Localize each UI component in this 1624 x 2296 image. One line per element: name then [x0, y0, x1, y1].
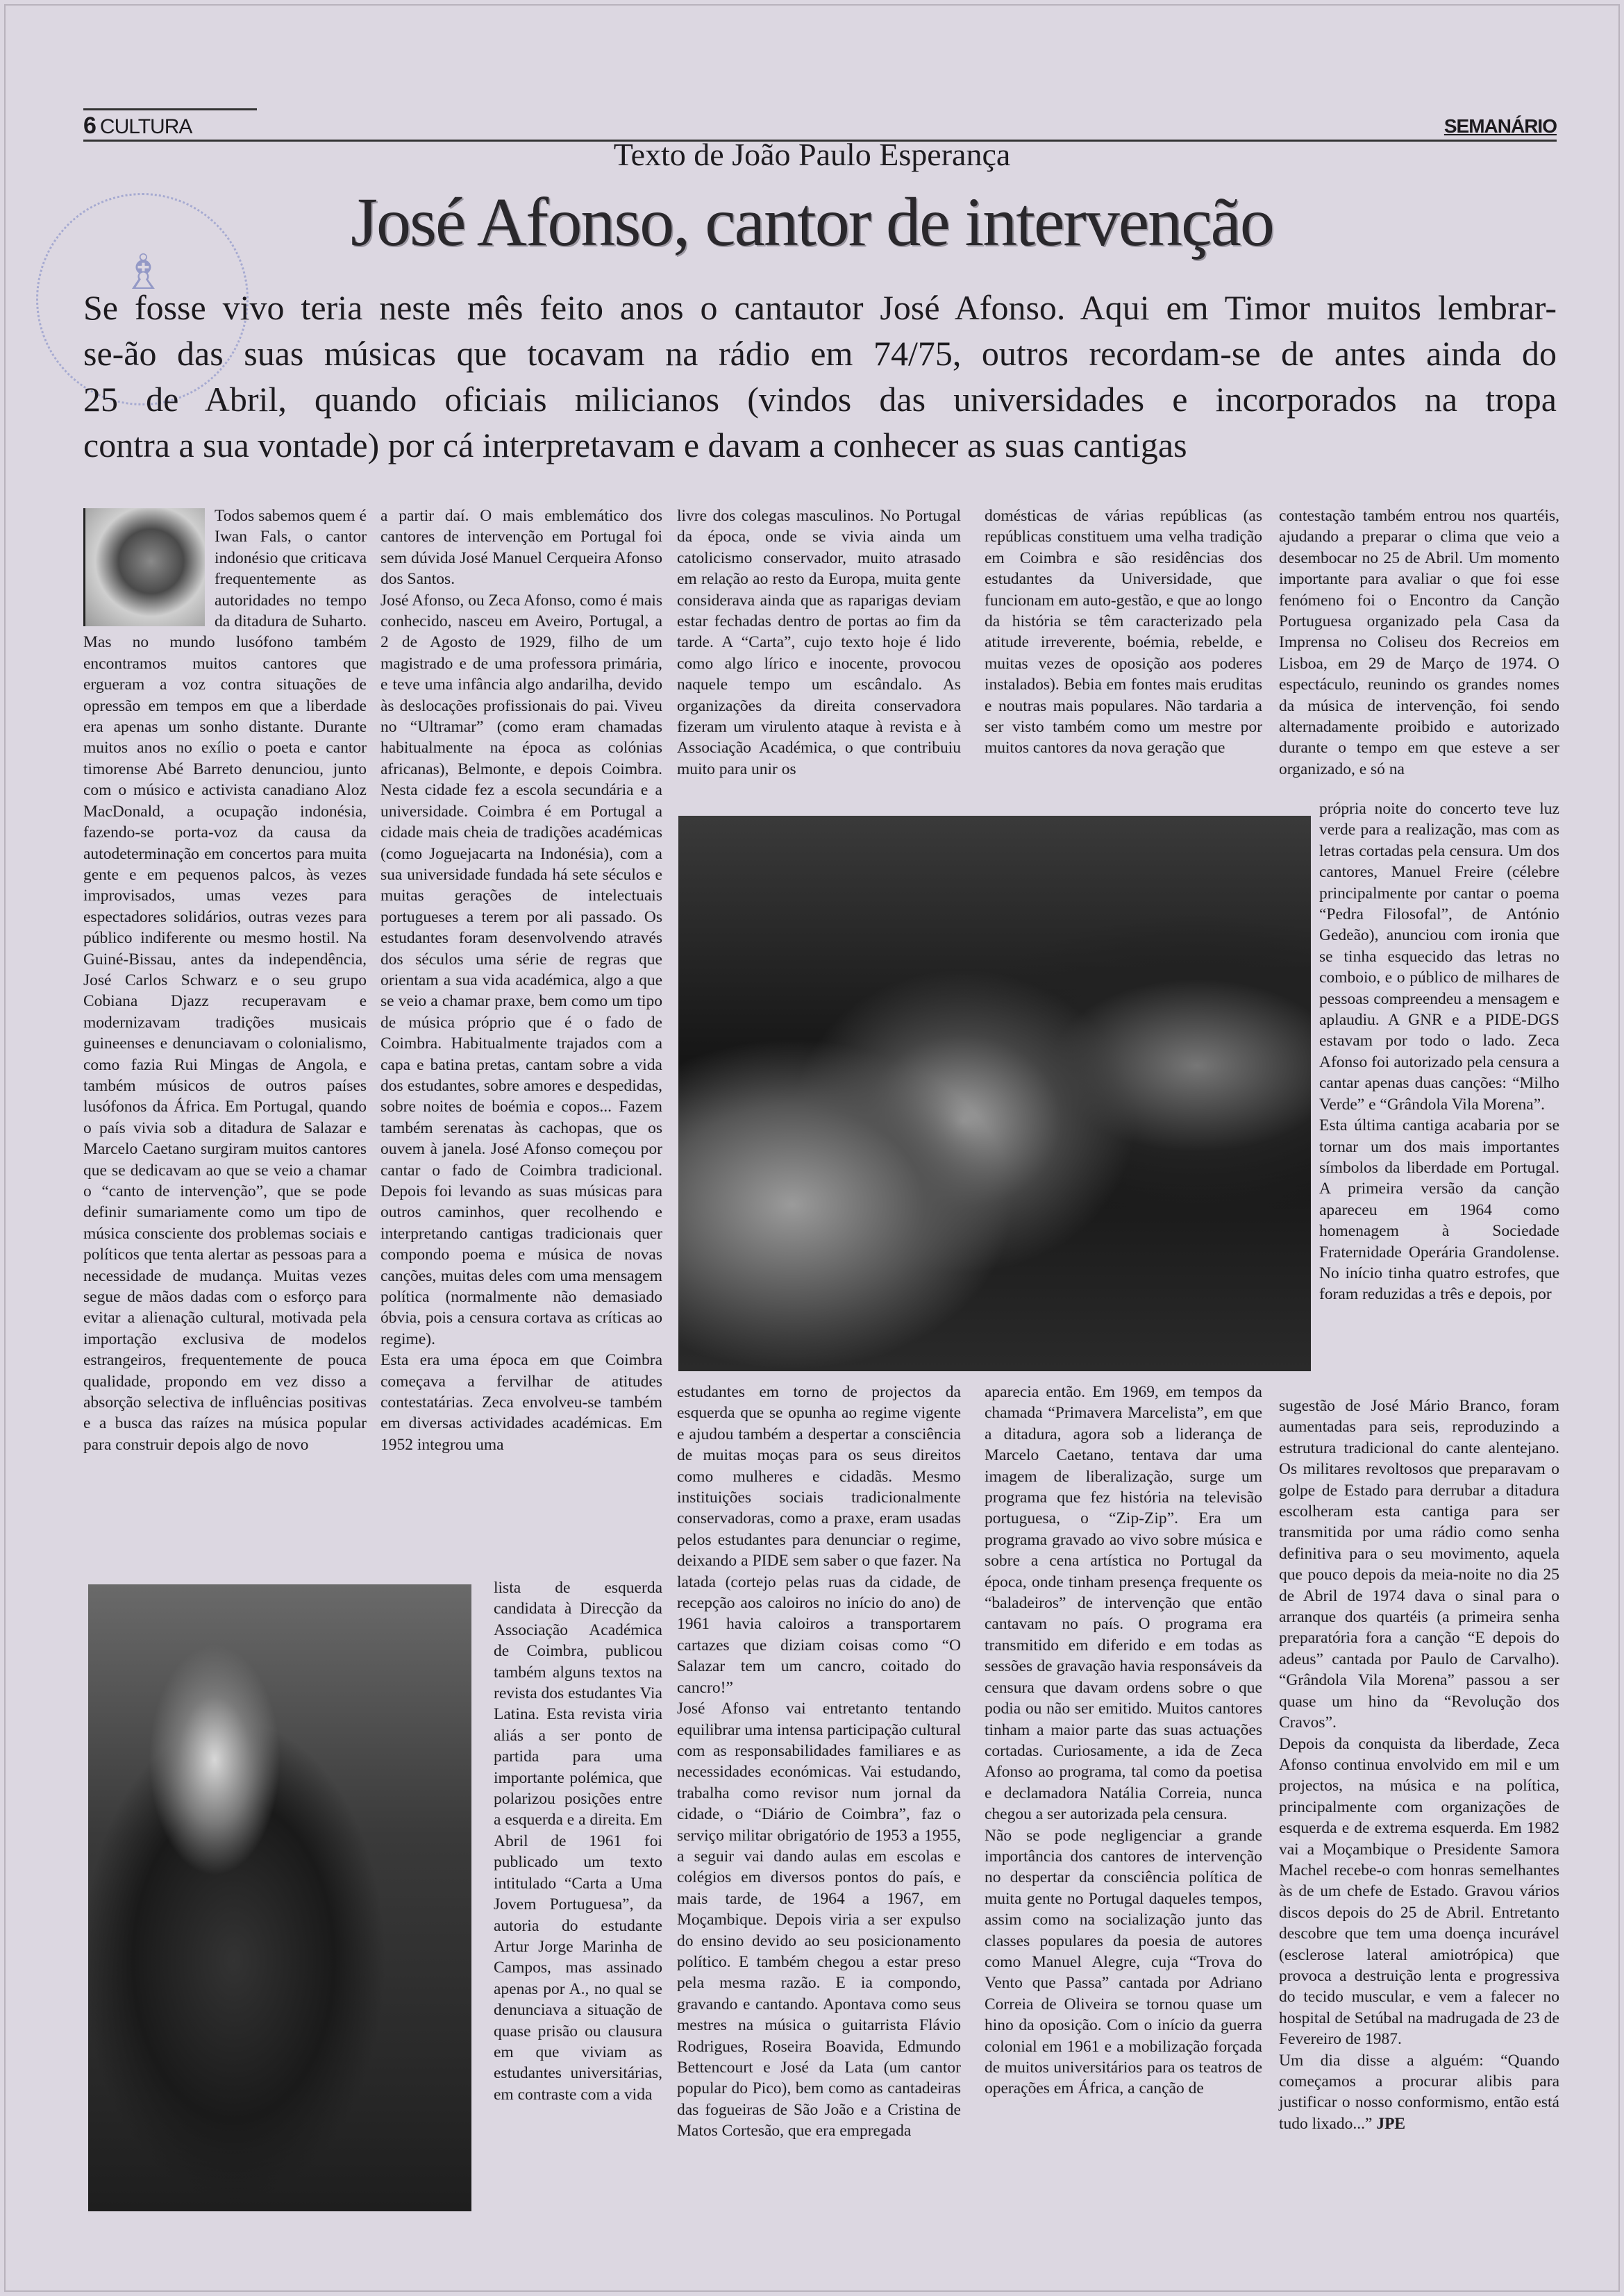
paragraph: Esta última cantiga acabaria por se tornar um dos mais importantes símbolos da liberdade em Portugal. A primeira versão da canção apareceu em 1964 como homenagem à Sociedade Fraternidade Operária Grandolense. No início tinha quatro estrofes, que foram reduzidas a três e depois, por	[1319, 1116, 1559, 1304]
paragraph: própria noite do concerto teve luz verde para a realização, mas com as letras cortadas pela censura. Um dos cantores, Manuel Freire (célebre principalmente por cantar o poema “Pedra Filosofal”, de António Gedeão), anunciou com ironia que se tinha esquecido das letras no comboio, e o público de milhares de pessoas compreendeu a mensagem e aplaudiu. A GNR e a PIDE-DGS estavam por todo o lado. Zeca Afonso foi autorizado pela censura a cantar apenas duas canções: “Milho Verde” e “Grândola Vila Morena”.	[1319, 800, 1559, 1114]
column-2-top	[380, 505, 662, 1455]
paragraph: contestação também entrou nos quartéis, ajudando a preparar o clima que veio a desembocar no 25 de Abril. Um momento importante para avaliar o que foi esse fenómeno foi o Encontro da Canção Portuguesa organizado pela Casa da Imprensa no Coliseu dos Recreios em Lisboa, em 29 de Março de 1974. O espectáculo, reunindo os grandes nomes da música de intervenção, foi sendo alternadamente proibido e autorizado durante o tempo em que esteve a ser organizado, e só na	[1279, 507, 1559, 778]
paragraph: Esta era uma época em que Coimbra começava a fervilhar de atitudes contestatárias. Zeca envolveu-se também em diversas actividades académicas. Em 1952 integrou uma	[380, 1351, 662, 1454]
section-name: CULTURA	[99, 115, 192, 138]
lead-line: contra a sua vontade) por cá interpretavam e davam a conhecer as suas cantigas	[83, 426, 1187, 464]
column-2-bottom	[494, 1577, 662, 2105]
paragraph: domésticas de várias repúblicas (as repúblicas constituem uma velha tradição em Coimbra e são residências dos estudantes da Universidade, que funcionam em auto-gestão, e que ao longo da história se têm caracterizado pela atitude irreverente, boémia, rebelde, e muitas vezes de oposição aos poderes instalados). Bebia em fontes mais eruditas e noutras mais populares. Não tardaria a ser visto também como um mestre por muitos cantores da nova geração que	[985, 507, 1262, 757]
photo-jose-afonso-portrait	[88, 1584, 471, 2211]
article-lead	[83, 285, 1557, 468]
byline: Texto de João Paulo Esperança	[613, 137, 1011, 172]
paragraph: aparecia então. Em 1969, em tempos da chamada “Primavera Marcelista”, em que a ditadura, agora sob a liderança de Marcelo Caetano, tentava dar uma imagem de liberalização, surge um programa que fez história na televisão portuguesa, o “Zip-Zip”. Era um programa gravado ao vivo sobre música e sobre a cena artística no Portugal da época, onde tinham presença frequente os “baladeiros” de intervenção que então cantavam no país. O programa era transmitido em diferido e em todas as sessões de gravação havia responsáveis da censura que davam ordens sobre o que podia ou não ser emitido. Muitos cantores tinham a maior parte das suas actuações cortadas. Curiosamente, a ida de Zeca Afonso ao programa, tal como da poetisa e declamadora Natália Correia, nunca chegou a ser autorizada pela censura.	[985, 1383, 1262, 1824]
paragraph: lista de esquerda candidata à Direcção da Associação Académica de Coimbra, publicou também alguns textos na revista dos estudantes Via Latina. Esta revista viria aliás a ser ponto de partida para uma importante polémica, que polarizou posições entre a esquerda e a direita. Em Abril de 1961 foi publicado um texto intitulado “Carta a Uma Jovem Portuguesa”, da autoria do estudante Artur Jorge Marinha de Campos, mas assinado apenas por A., no qual se denunciava a situação de quase prisão ou clausura em que viviam as estudantes universitárias, em contraste com a vida	[494, 1579, 662, 2104]
column-5-bottom	[1279, 1396, 1559, 2134]
paragraph: José Afonso vai entretanto tentando equilibrar uma intensa participação cultural com as responsabilidades familiares e as necessidades económicas. Vai estudando, trabalha como revisor num jornal da cidade, o “Diário de Coimbra”, faz o serviço militar obrigatório de 1953 a 1955, a seguir vai dando aulas em escolas e colégios em diversos pontos do país, e mais tarde, de 1964 a 1967, em Moçambique. Depois viria a ser expulso do ensino devido ao seu posicionamento político. E também chegou a estar preso pela mesma razão. E ia compondo, gravando e cantando. Apontava como seus mestres na música o guitarrista Flávio Rodrigues, Roseira Boavida, Edmundo Bettencourt e José da Lata (um cantor popular do Pico), bem como as cantadeiras das fogueiras de São João e a Cristina de Matos Cortesão, que era empregada	[677, 1700, 961, 2140]
photo-concert-guitarists	[678, 816, 1311, 1371]
column-5-top	[1279, 505, 1559, 780]
page-number: 6	[83, 112, 96, 139]
paragraph: Não se pode negligenciar a grande importância dos cantores de intervenção no despertar da consciência política de muita gente no Portugal daqueles tempos, assim como na socialização junto das classes populares da poesia de autores como Manuel Alegre, cuja “Trova do Vento que Passa” cantada por Adriano Correia de Oliveira se tornou quase um hino da oposição. Com o início da guerra colonial em 1961 e a mobilização forçada de muitos universitários para os teatros de operações em África, a canção de	[985, 1826, 1262, 2098]
paragraph: a partir daí. O mais emblemático dos cantores de intervenção em Portugal foi sem dúvida José Manuel Cerqueira Afonso dos Santos.	[380, 507, 662, 589]
column-3-top	[677, 505, 961, 780]
paragraph: José Afonso, ou Zeca Afonso, como é mais conhecido, nasceu em Aveiro, Portugal, a 2 de Agosto de 1929, filho de um magistrado e de uma professora primária, e teve uma infância algo andarilha, devido às deslocações profissionais do pai. Viveu no “Ultramar” (como eram chamadas habitualmente na época as colónias africanas), Belmonte, e depois Coimbra. Nesta cidade fez a escola secundária e a universidade. Coimbra é em Portugal a cidade mais cheia de tradições académicas (como Joguejacarta na Indonésia), com a sua universidade fundada há sete séculos e muitas gerações de intelectuais portugueses a terem por ali passado. Os estudantes foram desenvolvendo através dos séculos uma série de regras que orientam a sua vida académica, algo a que se veio a chamar praxe, bem como um tipo de música próprio que é o fado de Coimbra. Habitualmente trajados com a capa e batina pretas, cantam sobre a vida dos estudantes, sobre amores e despedidas, sobre noites de boémia e copos... Fazem também serenatas às cachopas, que os ouvem à janela. José Afonso começou por cantar o fado de Coimbra tradicional. Depois foi levando as suas músicas para outros caminhos, quer recolhendo e interpretando cantigas tradicionais quer compondo poema e música de novas canções, muitas deles com uma mensagem política (normalmente não demasiado óbvia, pois a censura cortava as críticas ao regime).	[380, 591, 662, 1348]
lead-line: Se fosse vivo teria neste mês feito anos o cantautor José Afonso. Aqui em Timor muitos lembrar-	[83, 288, 1557, 327]
paragraph: Todos sabemos quem é Iwan Fals, o cantor indonésio que criticava frequentemente as autoridades no tempo da ditadura de Suharto. Mas no mundo lusófono também encontramos muitos cantores que ergueram a voz contra situações de opressão em tempos em que a liberdade era apenas um sonho distante. Durante muitos anos no exílio o poeta e cantor timorense Abé Barreto denunciou, junto com o músico e activista canadiano Aloz MacDonald, a ocupação indonésia, fazendo-se porta-voz da causa da autodeterminação em concertos para muita gente e em pequenos palcos, às vezes improvisados, umas vezes para espectadores solidários, outras vezes para público indiferente ou mesmo hostil. Na Guiné-Bissau, antes da independência, José Carlos Schwarz e o seu grupo Cobiana Djazz recuperavam e modernizavam tradições musicais guineenses e denunciavam o colonialismo, como fazia Rui Mingas de Angola, e também músicos de outros países lusófonos da África. Em Portugal, quando o país vivia sob a ditadura de Salazar e Marcelo Caetano surgiram muitos cantores que se dedicavam ao que se veio a chamar o “canto de intervenção”, que se pode definir sumariamente como um tipo de música consciente dos problemas sociais e políticos que tenta alertar as pessoas para a necessidade de mudança. Muitas vezes segue de mãos dadas com o esforço para evitar a alienação cultural, motivada pela importação exclusiva de modelos estrangeiros, frequentemente de pouca qualidade, propondo em vez disso a absorção selectiva de influências positivas e a busca das raízes na música popular para construir depois algo de novo	[83, 507, 367, 1454]
article-title: José Afonso, cantor de intervenção	[351, 183, 1273, 260]
lead-line: 25 de Abril, quando oficiais milicianos (vindos das universidades e incorporados na tropa	[83, 380, 1557, 419]
paragraph: estudantes em torno de projectos da esquerda que se opunha ao regime vigente e ajudou também a despertar a consciência de muitas moças para os seus direitos como mulheres e cidadãs. Mesmo instituições sociais tradicionalmente conservadoras, como a praxe, eram usadas pelos estudantes para denunciar o regime, deixando a PIDE sem saber o que fazer. Na latada (cortejo pelas ruas da cidade, de recepção aos caloiros no início do ano) de 1961 havia caloiros a transportarem cartazes que diziam coisas como “O Salazar tem um cancro, coitado do cancro!”	[677, 1383, 961, 1697]
column-1	[83, 505, 367, 1455]
lead-line: se-ão das suas músicas que tocavam na rádio em 74/75, outros recordam-se de antes ainda do	[83, 334, 1557, 373]
column-4-bottom	[985, 1382, 1262, 2100]
photo-iwan-fals	[83, 508, 205, 626]
column-5-middle	[1319, 798, 1559, 1305]
column-3-bottom	[677, 1382, 961, 2142]
author-signature: JPE	[1376, 2114, 1406, 2133]
column-4-top	[985, 505, 1262, 759]
paragraph: livre dos colegas masculinos. No Portugal da época, onde se vivia ainda um catolicismo conservador, muito atrasado em relação ao resto da Europa, muita gente considerava ainda que as raparigas deviam estar fechadas dentro de portas ao fim da tarde. A “Carta”, cujo texto hoje é lido como algo lírico e inocente, provocou naquele tempo um escândalo. As organizações da direita conservadora fizeram um virulento ataque à revista e à Associação Académica, o que contribuiu muito para unir os	[677, 507, 961, 778]
header-rule-short	[83, 108, 257, 110]
closing-quote: Um dia disse a alguém: “Quando começamos a procurar alibis para justificar o nosso conformismo, então está tudo lixado...”	[1279, 2051, 1559, 2133]
paragraph	[1279, 2050, 1559, 2135]
stamp-emblem-icon: ♗	[122, 244, 165, 301]
paragraph: sugestão de José Mário Branco, foram aumentadas para seis, reproduzindo a estrutura tradicional do cante alentejano. Os militares revoltosos que preparavam o golpe de Estado para derrubar a ditadura escolheram esta cantiga para ser transmitida por uma rádio como senha definitiva para o seu movimento, aquela que pouco depois da meia-noite no dia 25 de Abril de 1974 dava o sinal para o arranque dos quartéis (a primeira senha preparatória fora a canção “E depois do adeus” cantada por Paulo de Carvalho). “Grândola Vila Morena” passou a ser quase um hino da “Revolução dos Cravos”.	[1279, 1397, 1559, 1732]
publication-name: SEMANÁRIO	[1443, 115, 1557, 137]
paragraph: Depois da conquista da liberdade, Zeca Afonso continua envolvido em mil e um projectos, na música e na política, principalmente com organizações de esquerda e de extrema esquerda. Em 1982 vai a Moçambique o Presidente Samora Machel recebe-o com honras semelhantes às de um chefe de Estado. Gravou vários discos depois do 25 de Abril. Entretanto descobre que tem uma doença incurável (esclerose lateral amiotrópica) que provoca a destruição lenta e progressiva do tecido muscular, e vem a falecer no hospital de Setúbal na madrugada de 23 de Fevereiro de 1987.	[1279, 1734, 1559, 2049]
